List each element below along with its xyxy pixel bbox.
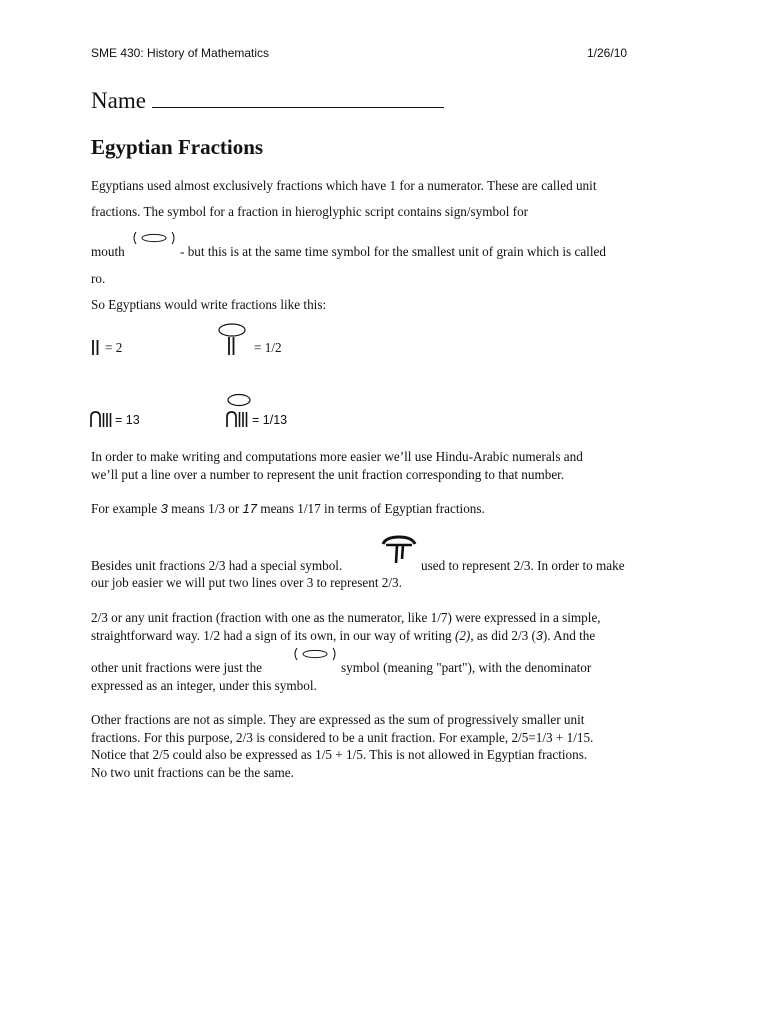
para6-line3: Notice that 2/5 could also be expressed as 1/5 + 1/5. This is not allowed in Egyptian fractions.: [91, 747, 588, 762]
half-hieroglyph-icon: [217, 322, 247, 356]
example-eq-2: = 2: [105, 340, 123, 355]
para6-line1: Other fractions are not as simple. They are expressed as the sum of progressively smaller unit: [91, 712, 585, 727]
two-strokes-hieroglyph-icon: [91, 339, 101, 356]
para5-line3-start: other unit fractions were just the: [91, 660, 263, 675]
para3-text-a: For example: [91, 501, 161, 516]
para3-text-b: means 1/3 or: [167, 501, 243, 516]
para1-line3-start: mouth: [91, 244, 125, 259]
para5-line3-end: symbol (meaning "part"), with the denominator: [341, 660, 592, 675]
para4-line1-start: Besides unit fractions 2/3 had a special symbol.: [91, 558, 343, 573]
name-underline: [152, 89, 444, 108]
para5-line2: [91, 627, 595, 645]
para2-line2: we’ll put a line over a number to represent the unit fraction corresponding to that number.: [91, 467, 565, 482]
para1-line2: fractions. The symbol for a fraction in hieroglyphic script contains sign/symbol for: [91, 204, 529, 219]
thirteen-hieroglyph-icon: [88, 410, 114, 428]
page-title: Egyptian Fractions: [91, 135, 264, 159]
example-eq-13: = 13: [115, 413, 140, 427]
header-date: 1/26/10: [587, 46, 628, 60]
one-thirteenth-hieroglyph-icon: [225, 392, 251, 428]
mouth-hieroglyph-icon: [292, 646, 338, 664]
para5-line4: expressed as an integer, under this symbol.: [91, 678, 317, 693]
para1-line4: ro.: [91, 271, 106, 286]
para5-line2-e: ). And the: [542, 628, 596, 643]
para4-line1-end: used to represent 2/3. In order to make: [421, 558, 625, 573]
para3-text-c: means 1/17 in terms of Egyptian fractions.: [257, 501, 485, 516]
para3-number-3: 3: [160, 501, 168, 516]
para1-line1: Egyptians used almost exclusively fractions which have 1 for a numerator. These are called unit: [91, 178, 597, 193]
two-thirds-hieroglyph-icon: [380, 535, 418, 567]
mouth-hieroglyph-icon: [130, 230, 178, 250]
para4-line2: our job easier we will put two lines over 3 to represent 2/3.: [91, 575, 402, 590]
example-eq-half: = 1/2: [254, 340, 282, 355]
para5-line2-b: (2): [454, 628, 471, 643]
intro-line: So Egyptians would write fractions like this:: [91, 297, 327, 312]
para5-line2-d: 3: [535, 629, 543, 643]
example-eq-1-13: = 1/13: [252, 413, 288, 427]
para6-line2: fractions. For this purpose, 2/3 is considered to be a unit fraction. For example, 2/5=1/3 + 1/15.: [91, 730, 594, 745]
para3-number-17: 17: [242, 501, 258, 516]
para2-line1: In order to make writing and computations more easier we’ll use Hindu-Arabic numerals and: [91, 449, 583, 464]
para1-line3-end: - but this is at the same time symbol for the smallest unit of grain which is called: [180, 244, 606, 259]
course-header: SME 430: History of Mathematics: [91, 46, 270, 60]
name-field: [91, 88, 444, 114]
para5-line2-a: straightforward way. 1/2 had a sign of its own, in our way of writing: [91, 628, 455, 643]
name-label: Name: [91, 88, 146, 113]
para3: [91, 500, 485, 518]
para6-line4: No two unit fractions can be the same.: [91, 765, 294, 780]
para5-line2-c: , as did 2/3 (: [470, 628, 536, 643]
para5-line1: 2/3 or any unit fraction (fraction with one as the numerator, like 1/7) were expressed in a simple,: [91, 610, 601, 625]
